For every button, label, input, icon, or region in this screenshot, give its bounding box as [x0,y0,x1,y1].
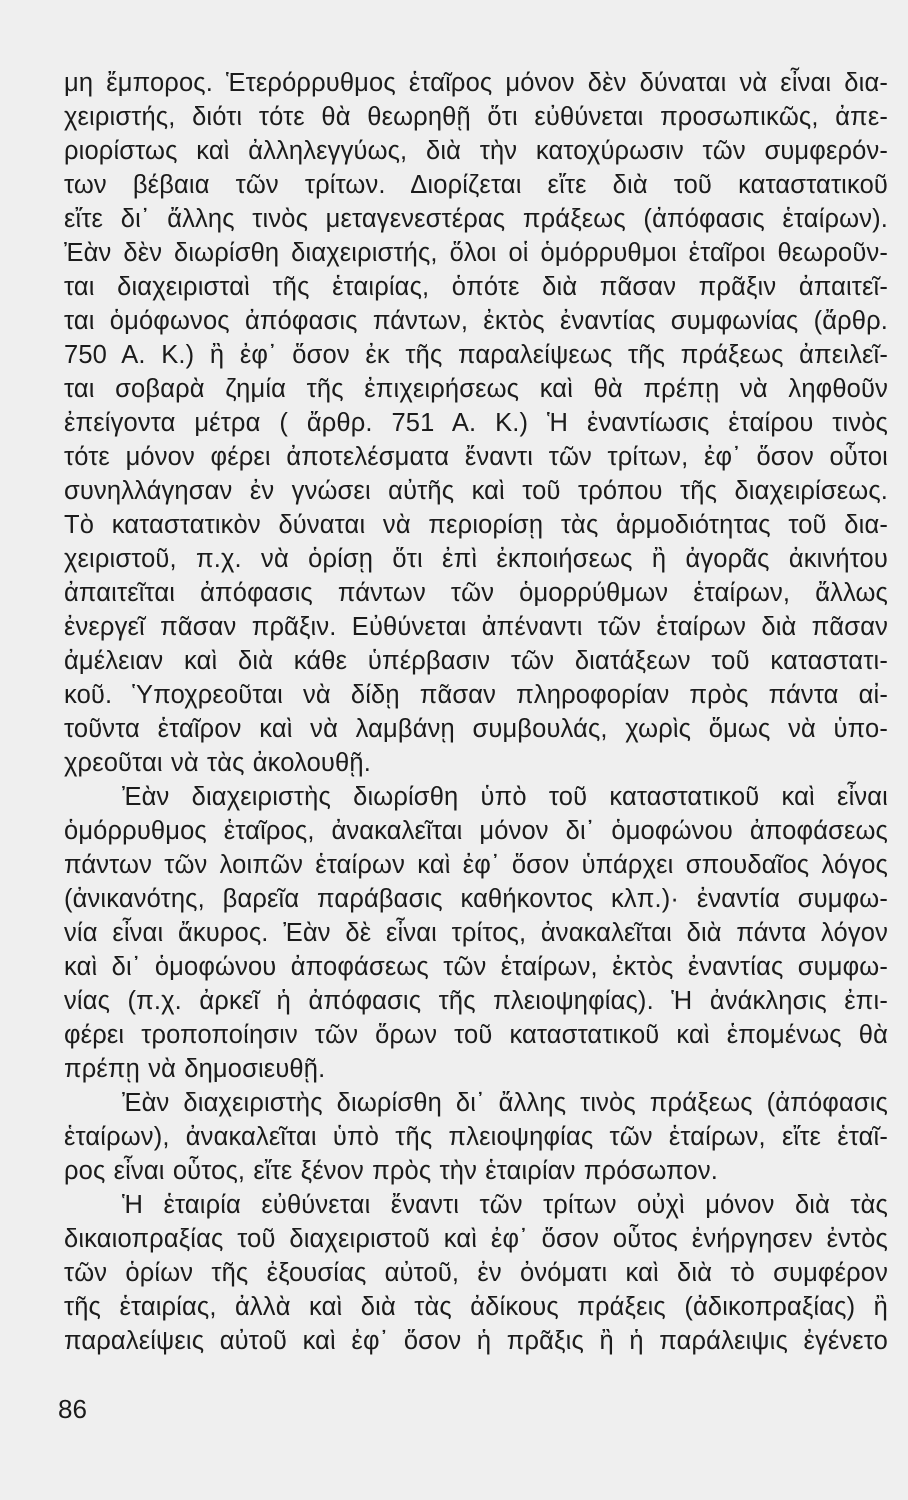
text-line: εἴτε δι᾽ ἄλλης τινὸς μεταγενεστέρας πράξεως (ἀπόφασις ἑταίρων). [64,205,888,233]
text-line: Ἐὰν διαχειριστὴς διωρίσθη δι᾽ ἄλλης τινὸς πράξεως (ἀπόφασις [122,1089,888,1117]
text-line: δικαιοπραξίας τοῦ διαχειριστοῦ καὶ ἐφ᾽ ὅσον οὗτος ἐνήργησεν ἐντὸς [64,1225,888,1253]
text-line: ται ὁμόφωνος ἀπόφασις πάντων, ἐκτὸς ἐναντίας συμφωνίας (ἄρθρ. [64,307,888,335]
text-line: ἀμέλειαν καὶ διὰ κάθε ὑπέρβασιν τῶν διατάξεων τοῦ καταστατι- [64,647,888,675]
text-line: ριορίστως καὶ ἀλληλεγγύως, διὰ τὴν κατοχύρωσιν τῶν συμφερόν- [64,137,888,165]
text-line: τότε μόνον φέρει ἀποτελέσματα ἔναντι τῶν τρίτων, ἐφ᾽ ὅσον οὗτοι [64,443,888,471]
text-line: ἐπείγοντα μέτρα ( ἄρθρ. 751 Α. Κ.) Ἡ ἐναντίωσις ἑταίρου τινὸς [64,409,888,437]
text-line: (ἀνικανότης, βαρεῖα παράβασις καθήκοντος κλπ.)· ἐναντία συμφω- [64,885,888,913]
text-line: νίας (π.χ. ἀρκεῖ ἡ ἀπόφασις τῆς πλειοψηφίας). Ἡ ἀνάκλησις ἐπι- [64,987,888,1015]
text-line: τοῦντα ἑταῖρον καὶ νὰ λαμβάνῃ συμβουλάς, χωρὶς ὅμως νὰ ὑπο- [64,715,888,743]
text-line: ὁμόρρυθμος ἑταῖρος, ἀνακαλεῖται μόνον δι᾽ ὁμοφώνου ἀποφάσεως [64,817,888,845]
text-line: παραλείψεις αὐτοῦ καὶ ἐφ᾽ ὅσον ἡ πρᾶξις ἢ ἡ παράλειψις ἐγένετο [64,1327,888,1355]
text-line: πάντων τῶν λοιπῶν ἑταίρων καὶ ἐφ᾽ ὅσον ὑπάρχει σπουδαῖος λόγος [64,851,888,879]
text-line: χειριστοῦ, π.χ. νὰ ὁρίσῃ ὅτι ἐπὶ ἐκποιήσεως ἢ ἀγορᾶς ἀκινήτου [64,545,888,573]
text-line: ρος εἶναι οὗτος, εἴτε ξένον πρὸς τὴν ἑταιρίαν πρόσωπον. [64,1157,718,1185]
text-line: συνηλλάγησαν ἐν γνώσει αὐτῆς καὶ τοῦ τρόπου τῆς διαχειρίσεως. [64,477,888,505]
text-line: τῶν ὁρίων τῆς ἐξουσίας αὐτοῦ, ἐν ὀνόματι καὶ διὰ τὸ συμφέρον [64,1259,888,1287]
text-line: ται διαχειρισταὶ τῆς ἑταιρίας, ὁπότε διὰ πᾶσαν πρᾶξιν ἀπαιτεῖ- [64,273,888,301]
page-number: 86 [58,1394,87,1424]
text-line: νία εἶναι ἄκυρος. Ἐὰν δὲ εἶναι τρίτος, ἀνακαλεῖται διὰ πάντα λόγον [64,919,888,947]
text-line: πρέπῃ νὰ δημοσιευθῇ. [64,1055,326,1083]
text-line: χρεοῦται νὰ τὰς ἀκολουθῇ. [64,749,371,777]
text-line: των βέβαια τῶν τρίτων. Διορίζεται εἴτε διὰ τοῦ καταστατικοῦ [64,171,888,199]
text-line: χειριστής, διότι τότε θὰ θεωρηθῇ ὅτι εὐθύνεται προσωπικῶς, ἀπε- [64,103,888,131]
text-line: ἑταίρων), ἀνακαλεῖται ὑπὸ τῆς πλειοψηφίας τῶν ἑταίρων, εἴτε ἑταῖ- [64,1123,888,1151]
text-line: ται σοβαρὰ ζημία τῆς ἐπιχειρήσεως καὶ θὰ πρέπῃ νὰ ληφθοῦν [64,375,888,403]
text-line: ἀπαιτεῖται ἀπόφασις πάντων τῶν ὁμορρύθμων ἑταίρων, ἄλλως [64,579,888,607]
text-line: φέρει τροποποίησιν τῶν ὅρων τοῦ καταστατικοῦ καὶ ἑπομένως θὰ [64,1021,888,1049]
text-line: τῆς ἑταιρίας, ἀλλὰ καὶ διὰ τὰς ἀδίκους πράξεις (ἀδικοπραξίας) ἢ [64,1293,888,1321]
text-line: Ἡ ἑταιρία εὐθύνεται ἔναντι τῶν τρίτων οὐχὶ μόνον διὰ τὰς [122,1191,888,1219]
text-line: μη ἔμπορος. Ἑτερόρρυθμος ἑταῖρος μόνον δὲν δύναται νὰ εἶναι δια- [64,69,888,97]
text-line: Ἐὰν διαχειριστὴς διωρίσθη ὑπὸ τοῦ καταστατικοῦ καὶ εἶναι [122,783,888,811]
text-line: καὶ δι᾽ ὁμοφώνου ἀποφάσεως τῶν ἑταίρων, ἐκτὸς ἐναντίας συμφω- [64,953,888,981]
text-line: ἐνεργεῖ πᾶσαν πρᾶξιν. Εὐθύνεται ἀπέναντι τῶν ἑταίρων διὰ πᾶσαν [64,613,888,641]
text-line: 750 Α. Κ.) ἢ ἐφ᾽ ὅσον ἐκ τῆς παραλείψεως τῆς πράξεως ἀπειλεῖ- [64,341,888,369]
text-line: κοῦ. Ὑποχρεοῦται νὰ δίδῃ πᾶσαν πληροφορίαν πρὸς πάντα αἰ- [64,681,888,709]
text-line: Τὸ καταστατικὸν δύναται νὰ περιορίσῃ τὰς ἁρμοδιότητας τοῦ δια- [64,511,888,539]
text-line: Ἐὰν δὲν διωρίσθη διαχειριστής, ὅλοι οἱ ὁμόρρυθμοι ἑταῖροι θεωροῦν- [64,239,888,267]
